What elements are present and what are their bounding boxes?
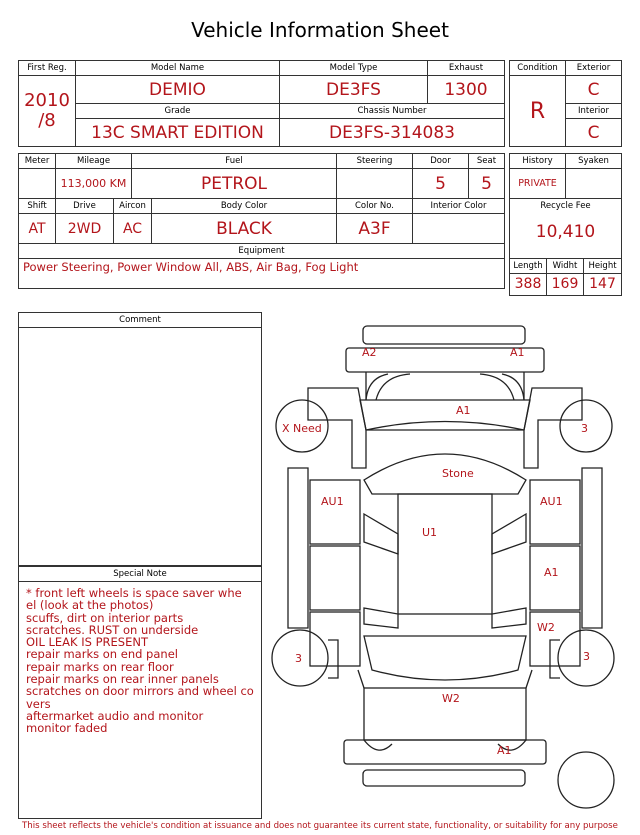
interior-label: Interior <box>566 104 622 119</box>
comment-label: Comment <box>19 313 261 328</box>
model-type-value: DE3FS <box>280 76 428 104</box>
grade-value: 13C SMART EDITION <box>76 119 280 147</box>
length-label: Length <box>510 258 547 273</box>
first-reg-label: First Reg. <box>19 61 76 76</box>
mark-right-rear-fender: W2 <box>537 621 555 634</box>
meter-label: Meter <box>19 154 56 169</box>
syaken-label: Syaken <box>566 154 622 169</box>
fuel-value: PETROL <box>132 169 337 199</box>
special-note-box <box>18 566 262 819</box>
page-title: Vehicle Information Sheet <box>191 18 449 42</box>
left-rear-quarter <box>310 612 360 666</box>
condition-label: Condition <box>510 61 566 76</box>
recycle-fee-value: 10,410 <box>510 213 622 258</box>
grade-label: Grade <box>76 104 280 119</box>
left-front-door <box>310 480 360 544</box>
mileage-label: Mileage <box>56 154 132 169</box>
mark-roof: U1 <box>422 526 438 539</box>
equipment-value: Power Steering, Power Window All, ABS, Air Bag, Fog Light <box>19 259 505 289</box>
roof <box>398 494 492 614</box>
mark-front-bumper-left: A2 <box>362 346 377 359</box>
exhaust-label: Exhaust <box>428 61 505 76</box>
fuel-label: Fuel <box>132 154 337 169</box>
seat-value: 5 <box>469 169 505 199</box>
mark-front-left-wheel: X Need <box>282 422 322 435</box>
length-value: 388 <box>510 273 547 295</box>
front-bumper-upper <box>363 326 525 344</box>
rear-bumper-lower <box>363 770 525 786</box>
door-label: Door <box>413 154 469 169</box>
exterior-value: C <box>566 76 622 104</box>
shift-value: AT <box>19 214 56 244</box>
special-note-label: Special Note <box>19 567 261 582</box>
mark-rear-right-wheel: 3 <box>583 650 590 663</box>
condition-table <box>509 60 622 147</box>
model-name-label: Model Name <box>76 61 280 76</box>
exhaust-value: 1300 <box>428 76 505 104</box>
height-label: Height <box>584 258 622 273</box>
comment-box <box>18 312 262 566</box>
mark-front-right-wheel: 3 <box>581 422 588 435</box>
body-color-label: Body Color <box>152 199 337 214</box>
drive-label: Drive <box>56 199 114 214</box>
disclaimer-footer: This sheet reflects the vehicle's condition at issuance and does not guarantee its current state, functionality, or suitability for any purpose <box>22 821 618 831</box>
comment-value <box>19 328 261 336</box>
history-table <box>509 153 622 296</box>
spare-wheel <box>558 752 614 808</box>
mark-right-front-door: AU1 <box>540 495 563 508</box>
mileage-value: 113,000 KM <box>56 169 132 199</box>
meter-value <box>19 169 56 199</box>
mark-front-bumper-right: A1 <box>510 346 525 359</box>
width-label: Widht <box>547 258 584 273</box>
body-color-value: BLACK <box>152 214 337 244</box>
interior-value: C <box>566 119 622 147</box>
steering-label: Steering <box>337 154 413 169</box>
left-rear-door <box>310 546 360 610</box>
special-note-text: * front left wheels is space saver whe el (look at the photos) scuffs, dirt on interior parts scratches. RUST on underside OIL LEAK IS PRESENT repair marks on end panel repair marks on rear floor repair marks on rear inner panels scratches on door mirrors and wheel co vers aftermarket audio and monitor monitor faded <box>26 586 254 736</box>
interior-color-label: Interior Color <box>413 199 505 214</box>
color-no-value: A3F <box>337 214 413 244</box>
mark-right-rear-door: A1 <box>544 566 559 579</box>
chassis-number-value: DE3FS-314083 <box>280 119 505 147</box>
spec-table <box>18 153 505 289</box>
first-reg-value <box>19 76 76 147</box>
mark-hood: A1 <box>456 404 471 417</box>
first-reg-month: /8 <box>38 110 56 131</box>
car-damage-diagram <box>268 318 622 818</box>
rear-glass <box>364 636 526 680</box>
history-label: History <box>510 154 566 169</box>
steering-value <box>337 169 413 199</box>
model-info-table <box>18 60 505 147</box>
aircon-label: Aircon <box>114 199 152 214</box>
first-reg-year: 2010 <box>24 90 70 111</box>
exterior-label: Exterior <box>566 61 622 76</box>
rear-bumper <box>344 740 546 764</box>
color-no-label: Color No. <box>337 199 413 214</box>
hood <box>360 400 530 430</box>
mark-rear-bumper: A1 <box>497 744 512 757</box>
syaken-value <box>566 169 622 199</box>
shift-label: Shift <box>19 199 56 214</box>
history-value: PRIVATE <box>510 169 566 199</box>
mark-rear-glass: W2 <box>442 692 460 705</box>
width-value: 169 <box>547 273 584 295</box>
chassis-number-label: Chassis Number <box>280 104 505 119</box>
seat-label: Seat <box>469 154 505 169</box>
mark-left-front-door: AU1 <box>321 495 344 508</box>
equipment-label: Equipment <box>19 244 505 259</box>
height-value: 147 <box>584 273 622 295</box>
right-front-door <box>530 480 580 544</box>
recycle-fee-label: Recycle Fee <box>510 199 622 214</box>
mark-rear-left-wheel: 3 <box>295 652 302 665</box>
model-name-value: DEMIO <box>76 76 280 104</box>
drive-value: 2WD <box>56 214 114 244</box>
interior-color-value <box>413 214 505 244</box>
door-value: 5 <box>413 169 469 199</box>
aircon-value: AC <box>114 214 152 244</box>
mark-windshield: Stone <box>442 467 474 480</box>
condition-value: R <box>510 76 566 147</box>
model-type-label: Model Type <box>280 61 428 76</box>
